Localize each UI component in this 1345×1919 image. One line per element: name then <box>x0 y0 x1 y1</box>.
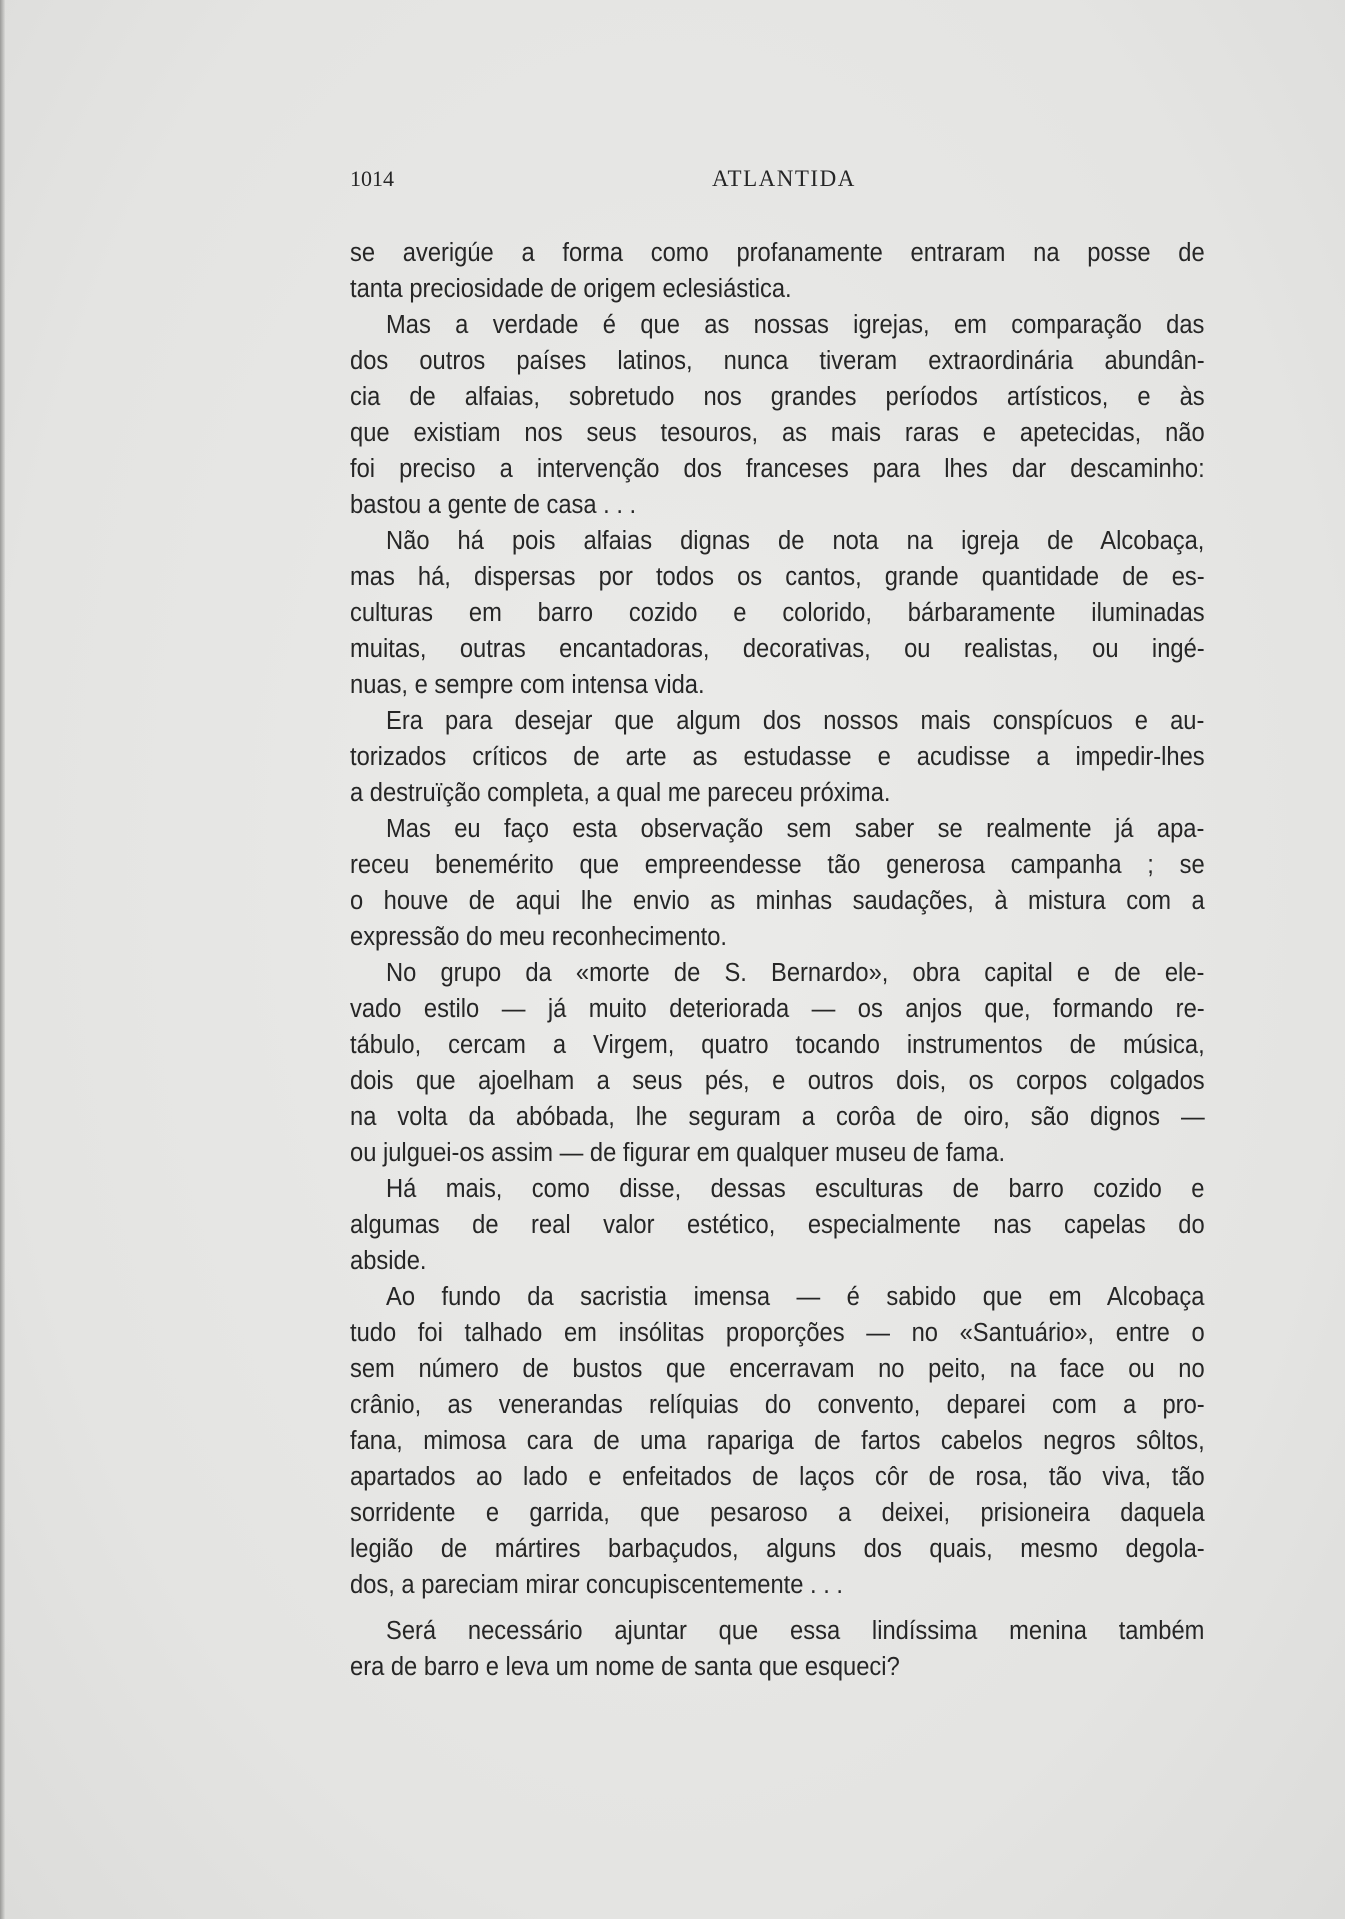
page-number: 1014 <box>350 166 394 191</box>
text-line: dois que ajoelham a seus pés, e outros dois, os corpos colgados <box>350 1067 1205 1095</box>
text-line: expressão do meu reconhecimento. <box>350 923 728 951</box>
text-line: dos outros países latinos, nunca tiveram extraordinária abundân- <box>350 347 1205 375</box>
text-line: Há mais, como disse, dessas esculturas de barro cozido e <box>386 1175 1205 1203</box>
text-line: apartados ao lado e enfeitados de laços côr de rosa, tão viva, tão <box>350 1463 1205 1491</box>
text-line: bastou a gente de casa . . . <box>350 491 637 519</box>
text-line: Mas eu faço esta observação sem saber se realmente já apa- <box>386 815 1205 843</box>
text-line: No grupo da «morte de S. Bernardo», obra capital e de ele- <box>386 959 1205 987</box>
text-line: tábulo, cercam a Virgem, quatro tocando instrumentos de música, <box>350 1031 1205 1059</box>
text-line: culturas em barro cozido e colorido, bárbaramente iluminadas <box>350 599 1205 627</box>
running-head <box>350 166 870 196</box>
text-line: a destruïção completa, a qual me pareceu próxima. <box>350 779 891 807</box>
text-line: torizados críticos de arte as estudasse e acudisse a impedir-lhes <box>350 743 1205 771</box>
text-line: crânio, as venerandas relíquias do convento, deparei com a pro- <box>350 1391 1205 1419</box>
text-line: na volta da abóbada, lhe seguram a corôa de oiro, são dignos — <box>350 1103 1205 1131</box>
text-line: dos, a pareciam mirar concupiscentemente . . . <box>350 1571 843 1599</box>
text-line: que existiam nos seus tesouros, as mais raras e apetecidas, não <box>350 419 1205 447</box>
text-line: sem número de bustos que encerravam no peito, na face ou no <box>350 1355 1205 1383</box>
text-line: se averigúe a forma como profanamente entraram na posse de <box>350 239 1205 267</box>
text-line: Era para desejar que algum dos nossos mais conspícuos e au- <box>386 707 1205 735</box>
text-line: fana, mimosa cara de uma rapariga de fartos cabelos negros sôltos, <box>350 1427 1205 1455</box>
text-line: receu benemérito que empreendesse tão generosa campanha ; se <box>350 851 1205 879</box>
text-line: tanta preciosidade de origem eclesiástica. <box>350 275 792 303</box>
text-line: mas há, dispersas por todos os cantos, grande quantidade de es- <box>350 563 1205 591</box>
text-line: cia de alfaias, sobretudo nos grandes períodos artísticos, e às <box>350 383 1205 411</box>
text-line: abside. <box>350 1247 427 1275</box>
text-line: muitas, outras encantadoras, decorativas, ou realistas, ou ingé- <box>350 635 1205 663</box>
text-line: tudo foi talhado em insólitas proporções — no «Santuário», entre o <box>350 1319 1205 1347</box>
text-line: foi preciso a intervenção dos franceses para lhes dar descaminho: <box>350 455 1205 483</box>
text-line: era de barro e leva um nome de santa que esqueci? <box>350 1653 900 1681</box>
text-line: ou julguei-os assim — de figurar em qualquer museu de fama. <box>350 1139 1006 1167</box>
running-title: ATLANTIDA <box>712 166 856 191</box>
page-binding-edge <box>0 0 5 1919</box>
text-line: nuas, e sempre com intensa vida. <box>350 671 705 699</box>
text-line: Não há pois alfaias dignas de nota na igreja de Alcobaça, <box>386 527 1205 555</box>
text-line: vado estilo — já muito deteriorada — os anjos que, formando re- <box>350 995 1205 1023</box>
text-line: algumas de real valor estético, especialmente nas capelas do <box>350 1211 1205 1239</box>
text-line: Será necessário ajuntar que essa lindíssima menina também <box>386 1617 1205 1645</box>
text-line: Ao fundo da sacristia imensa — é sabido que em Alcobaça <box>386 1283 1205 1311</box>
text-line: Mas a verdade é que as nossas igrejas, em comparação das <box>386 311 1205 339</box>
text-line: sorridente e garrida, que pesaroso a deixei, prisioneira daquela <box>350 1499 1205 1527</box>
text-line: legião de mártires barbaçudos, alguns dos quais, mesmo degola- <box>350 1535 1205 1563</box>
text-line: o houve de aqui lhe envio as minhas saudações, à mistura com a <box>350 887 1205 915</box>
